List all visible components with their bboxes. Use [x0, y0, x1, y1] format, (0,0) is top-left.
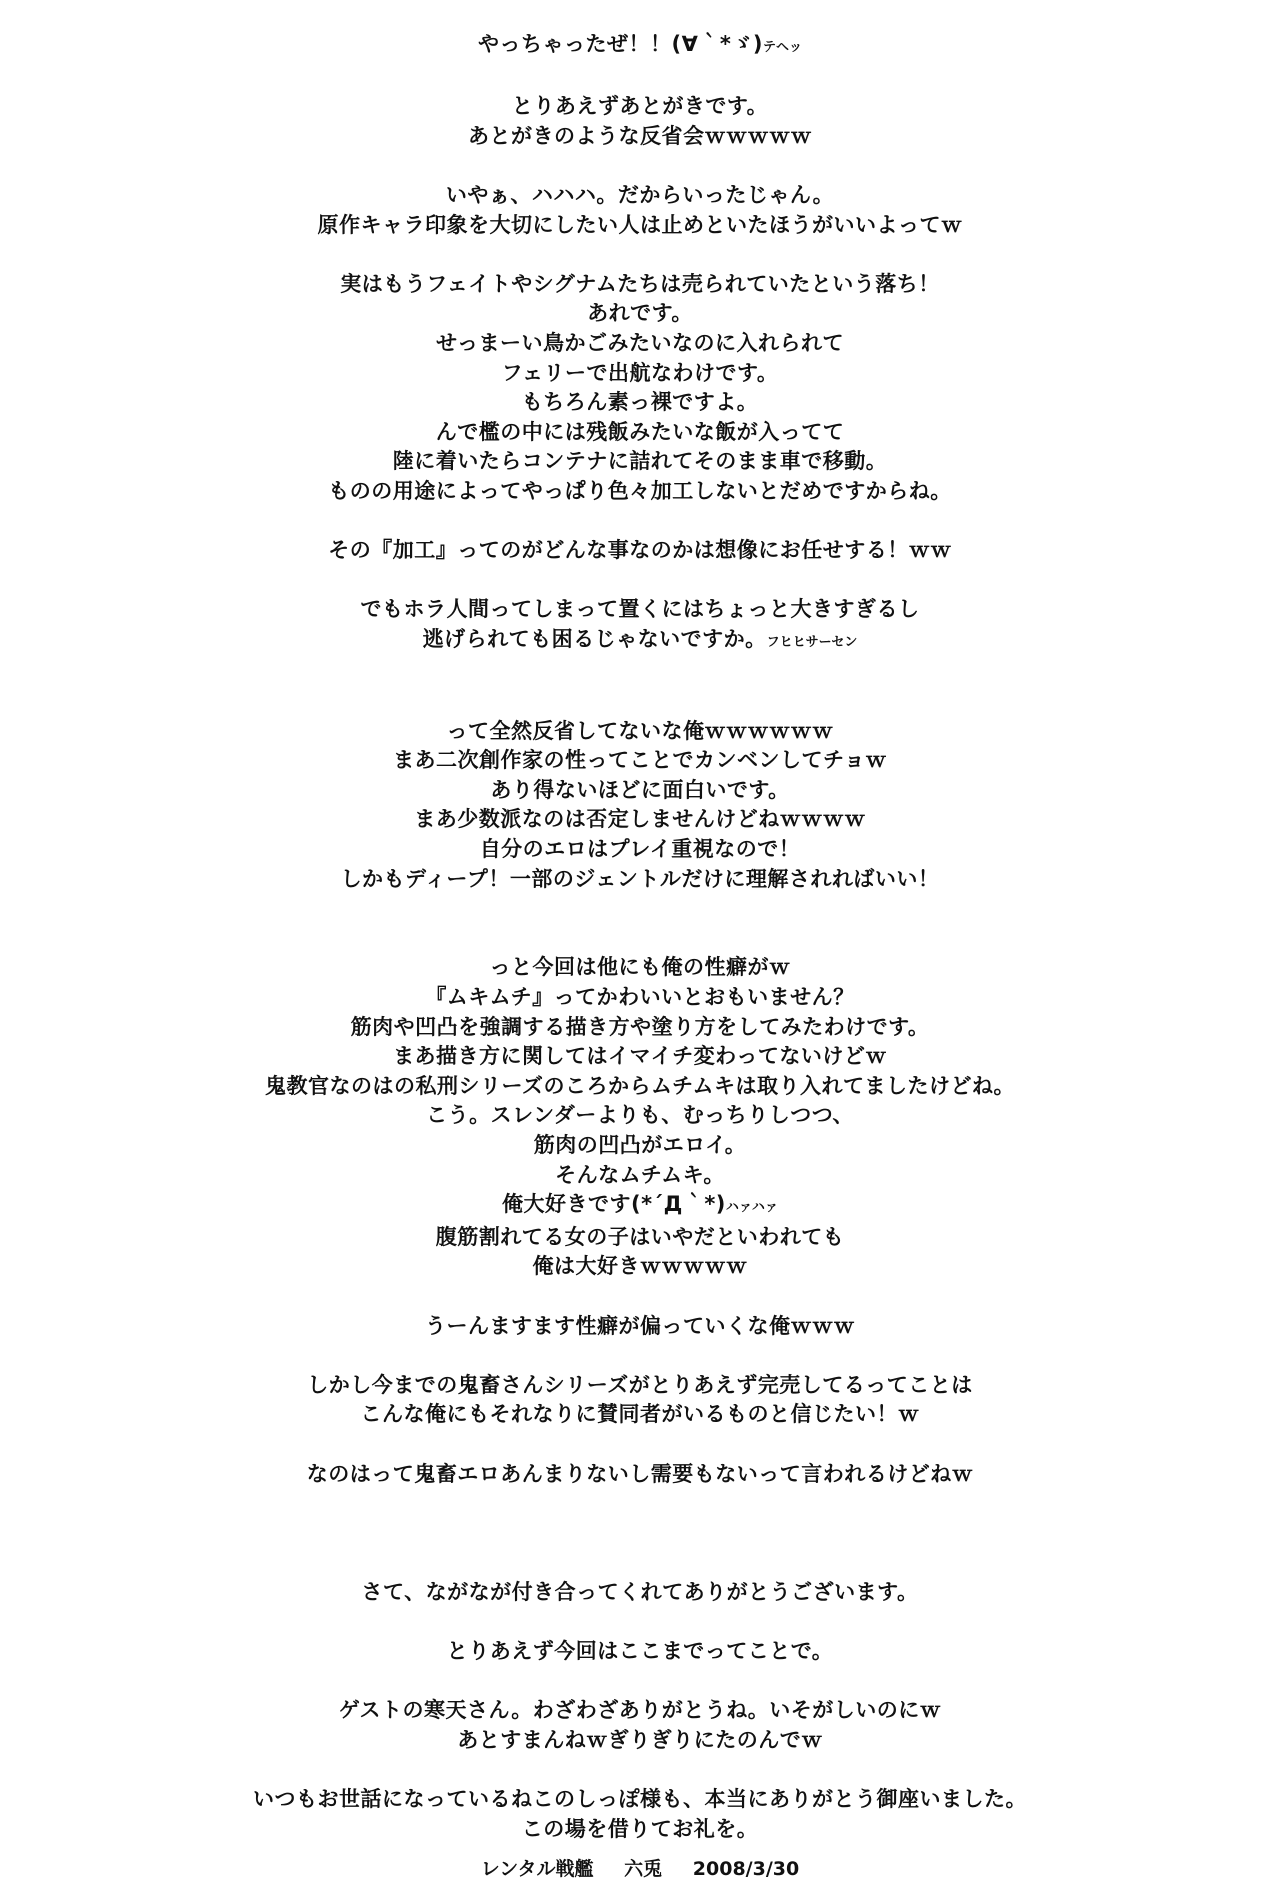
line-text: 鬼教官なのはの私刑シリーズのころからムチムキは取り入れてましたけどね。: [265, 1073, 1015, 1098]
text-line: [130, 30, 1150, 63]
date: 2008/3/30: [692, 1858, 800, 1880]
line-text: うーんますます性癖が偏っていくな俺ｗｗｗ: [425, 1313, 855, 1338]
line-text: なのはって鬼畜エロあんまりないし需要もないって言われるけどねｗ: [306, 1461, 974, 1486]
blank-line: [130, 240, 1150, 270]
text-line: [130, 595, 1150, 625]
blank-line: [130, 1430, 1150, 1460]
text-line: [130, 1696, 1150, 1726]
line-text: いつもお世話になっているねこのしっぽ様も、本当にありがとう御座いました。: [253, 1787, 1027, 1812]
text-line: [130, 1785, 1150, 1815]
blank-line: [130, 63, 1150, 93]
line-text: あり得ないほどに面白いです。: [490, 777, 790, 802]
signature-line: [0, 1854, 1280, 1881]
text-line: [130, 1072, 1150, 1102]
text-line: [130, 746, 1150, 776]
line-small-text: ハァハァ: [725, 1200, 778, 1216]
text-line: [130, 1161, 1150, 1191]
text-line: [130, 447, 1150, 477]
circle-name: レンタル戦艦: [480, 1858, 594, 1880]
text-line: [130, 329, 1150, 359]
line-text: こう。スレンダーよりも、むっちりしつつ、: [426, 1103, 854, 1128]
blank-line: [130, 1607, 1150, 1637]
line-text: まあ少数派なのは否定しませんけどねｗｗｗｗ: [414, 807, 866, 832]
text-line: [130, 1190, 1150, 1223]
blank-line: [130, 687, 1150, 717]
line-text: さて、ながなが付き合ってくれてありがとうございます。: [361, 1579, 919, 1604]
text-line: [130, 1131, 1150, 1161]
line-text: そんなムチムキ。: [555, 1162, 725, 1187]
line-text: あとがきのような反省会ｗｗｗｗｗ: [468, 123, 812, 148]
blank-line: [130, 1755, 1150, 1785]
line-text: 逃げられても困るじゃないですか。: [422, 626, 767, 651]
line-text: んで檻の中には残飯みたいな飯が入ってて: [435, 419, 845, 444]
line-text: 俺大好きです(*´Д｀*): [502, 1192, 726, 1217]
text-line: [130, 270, 1150, 300]
text-line: [130, 835, 1150, 865]
text-line: [130, 717, 1150, 747]
line-text: でもホラ人間ってしまって置くにはちょっと大きすぎるし: [360, 597, 920, 622]
text-line: [130, 1400, 1150, 1430]
blank-line: [130, 1548, 1150, 1578]
line-text: あれです。: [587, 301, 693, 326]
line-text: この場を借りてお礼を。: [521, 1816, 759, 1841]
blank-line: [130, 151, 1150, 181]
afterword-text: [130, 30, 1150, 1844]
text-line: [130, 1726, 1150, 1756]
line-text: やっちゃったぜ！！(∀｀*ゞ): [478, 32, 763, 56]
line-text: って全然反省してないな俺ｗｗｗｗｗｗ: [446, 718, 834, 743]
text-line: [130, 1013, 1150, 1043]
blank-line: [130, 1341, 1150, 1371]
line-text: しかもディープ！一部のジェントルだけに理解されればいい！: [340, 866, 940, 891]
text-line: [130, 1371, 1150, 1401]
blank-line: [130, 566, 1150, 596]
text-line: [130, 776, 1150, 806]
text-line: [130, 1252, 1150, 1282]
line-text: ものの用途によってやっぱり色々加工しないとだめですからね。: [328, 478, 952, 503]
line-text: 自分のエロはプレイ重視なので！: [479, 837, 801, 862]
line-text: フェリーで出航なわけです。: [501, 360, 779, 385]
line-text: 陸に着いたらコンテナに詰れてそのまま車で移動。: [392, 449, 888, 474]
text-line: [130, 1637, 1150, 1667]
text-line: [130, 865, 1150, 895]
text-line: [130, 1815, 1150, 1845]
blank-line: [130, 1519, 1150, 1549]
line-text: とりあえず今回はここまでってことで。: [446, 1639, 834, 1664]
line-text: その『加工』ってのがどんな事なのかは想像にお任せする！ｗｗ: [328, 538, 952, 563]
line-text: まあ二次創作家の性ってことでカンベンしてチョｗ: [393, 748, 887, 773]
text-line: [130, 477, 1150, 507]
line-text: しかし今までの鬼畜さんシリーズがとりあえず完売してるってことは: [307, 1372, 973, 1397]
text-line: [130, 92, 1150, 122]
text-line: [130, 1042, 1150, 1072]
blank-line: [130, 657, 1150, 687]
line-text: 『ムキムチ』ってかわいいとおもいません？: [425, 985, 855, 1009]
line-text: せっまーい鳥かごみたいなのに入れられて: [435, 330, 845, 355]
line-text: 原作キャラ印象を大切にしたい人は止めといたほうがいいよってｗ: [317, 212, 963, 237]
text-line: [130, 1101, 1150, 1131]
text-line: [130, 953, 1150, 983]
text-line: [130, 1578, 1150, 1608]
blank-line: [130, 1489, 1150, 1519]
text-line: [130, 122, 1150, 152]
blank-line: [130, 1282, 1150, 1312]
line-text: あとすまんねｗぎりぎりにたのんでｗ: [457, 1727, 823, 1752]
text-line: [130, 1223, 1150, 1253]
text-line: [130, 1460, 1150, 1490]
text-line: [130, 1312, 1150, 1342]
line-text: っと今回は他にも俺の性癖がｗ: [489, 955, 791, 980]
blank-line: [130, 924, 1150, 954]
line-text: まあ描き方に関してはイマイチ変わってないけどｗ: [393, 1044, 887, 1069]
blank-line: [130, 894, 1150, 924]
line-text: 実はもうフェイトやシグナムたちは売られていたという落ち！: [340, 271, 940, 296]
line-text: とりあえずあとがきです。: [511, 94, 769, 119]
line-text: ゲストの寒天さん。わざわざありがとうね。いそがしいのにｗ: [338, 1698, 942, 1723]
text-line: [130, 625, 1150, 658]
author-name: 六兎: [624, 1858, 663, 1880]
line-text: 筋肉の凹凸がエロイ。: [533, 1132, 747, 1157]
text-line: [130, 181, 1150, 211]
line-small-text: テヘッ: [762, 40, 802, 55]
line-text: こんな俺にもそれなりに賛同者がいるものと信じたい！ｗ: [360, 1402, 920, 1427]
blank-line: [130, 1667, 1150, 1697]
text-line: [130, 983, 1150, 1013]
text-line: [130, 805, 1150, 835]
line-text: 腹筋割れてる女の子はいやだといわれても: [435, 1224, 845, 1249]
line-small-text: フヒヒサーセン: [766, 634, 858, 650]
line-text: 俺は大好きｗｗｗｗｗ: [532, 1254, 748, 1279]
text-line: [130, 211, 1150, 241]
line-text: 筋肉や凹凸を強調する描き方や塗り方をしてみたわけです。: [350, 1014, 930, 1039]
text-line: [130, 388, 1150, 418]
line-text: いやぁ、ハハハ。だからいったじゃん。: [445, 182, 835, 207]
text-line: [130, 299, 1150, 329]
text-line: [130, 418, 1150, 448]
blank-line: [130, 507, 1150, 537]
text-line: [130, 359, 1150, 389]
line-text: もちろん素っ裸ですよ。: [521, 390, 759, 415]
text-line: [130, 536, 1150, 566]
